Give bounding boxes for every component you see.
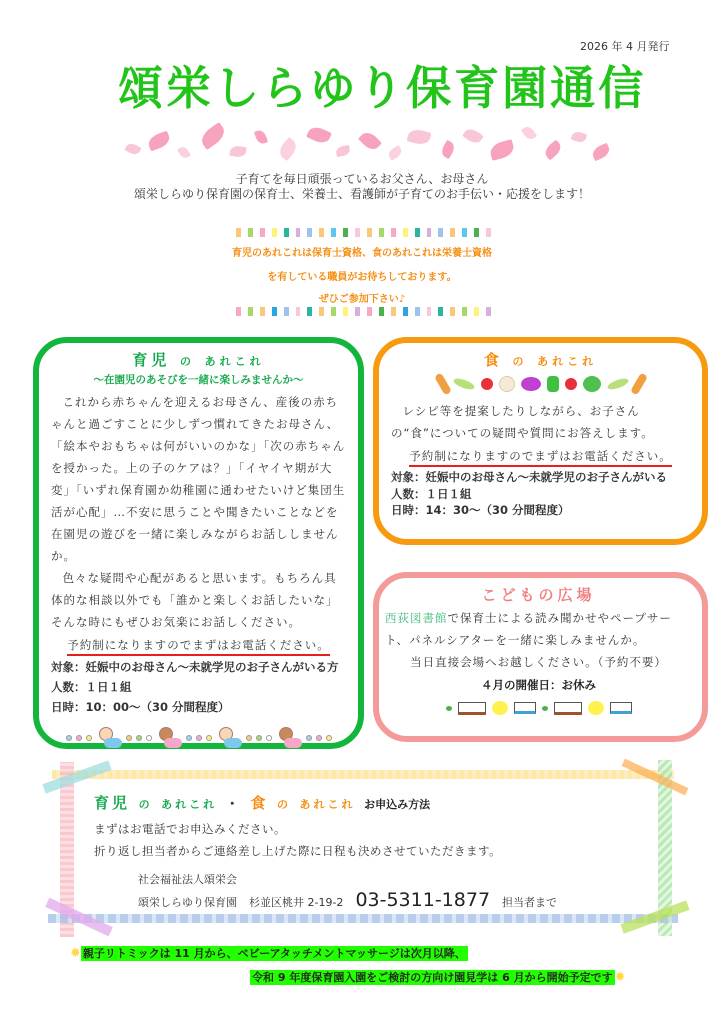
baby-icon — [156, 727, 182, 749]
bird-icon — [492, 701, 508, 715]
leaf-icon — [542, 706, 548, 711]
ikuji-paragraph-2: 色々な疑問や心配があると思います。もちろん具体的な相談以外でも「誰かと楽しくお話したいな」そんな時にもぜひお気楽にお話しください。 — [51, 571, 339, 629]
tomato-icon — [565, 378, 577, 390]
application-instructions — [94, 818, 501, 862]
hiroba-title: こどもの広場 — [481, 586, 596, 604]
baby-icon — [96, 727, 122, 749]
shoku-count: 人数：１日１組 — [391, 487, 472, 501]
hiroba-direct-note: 当日直接会場へお越しください。（予約不要） — [410, 655, 667, 669]
tomato-icon — [481, 378, 493, 390]
ikuji-target: 対象：妊娠中のお母さん～未就学児のお子さんがいる方 — [51, 660, 339, 674]
vegetables-decoration — [391, 372, 690, 396]
issue-date: 2026 年 4 月発行 — [580, 40, 670, 53]
organization-name: 社会福祉法人頌栄会 — [138, 873, 237, 886]
sparkle-icon: ✹ — [614, 970, 626, 985]
footer-line-1: 親子リトミックは 11 月から、ベビーアタッチメントマッサージは次月以降、 — [82, 947, 466, 960]
ikuji-paragraph-1: これから赤ちゃんを迎えるお母さん、産後の赤ちゃんと過ごすことに少しずつ慣れてきたお母さん、「絵本やおもちゃは何がいいのかな」「次の赤ちゃんを授かった。上の子のケアは？」「イヤイヤ期が大変」「いずれ保育園か幼稚園に通わせたいけど集団生活が心配」…不安に思うことや聞きたいことなどを在園児の遊びを一緒に楽しみながらお話ししませんか。 — [51, 395, 346, 563]
eggplant-icon — [521, 377, 541, 391]
shoku-title: 食 の あれこれ — [483, 351, 598, 369]
notice-line-2: を有している職員がお待ちしております。 — [267, 272, 457, 283]
shoku-target: 対象：妊娠中のお母さん～未就学児のお子さんがいる — [391, 470, 667, 484]
contact-info — [138, 889, 557, 911]
footer-line-2-wrap — [250, 966, 626, 985]
notice-line-3: ぜひご参加下さい♪ — [318, 294, 406, 305]
carrot-icon — [630, 372, 648, 395]
colored-squares-top — [236, 228, 491, 238]
footer-line-2: 令和 9 年度保育園入園をご検討の方向け園見学は 6 月から開始予定です — [252, 971, 613, 984]
application-line-1: まずはお電話でお申込みください。 — [94, 822, 286, 836]
shoku-section — [373, 337, 708, 545]
ikuji-section — [33, 337, 364, 749]
ikuji-title: 育児 の あれこれ — [132, 351, 265, 369]
bird-icon — [588, 701, 604, 715]
application-title: 育児 の あれこれ ・ 食 の あれこれ お申込み方法 — [94, 794, 431, 812]
sparkle-icon: ✹ — [70, 946, 81, 961]
shoku-reservation-note: 予約制になりますのでまずはお電話ください。 — [391, 448, 690, 464]
crawling-babies-decoration — [51, 727, 346, 749]
cherry-petals-decoration — [118, 120, 618, 170]
library-name: 西荻図書館 — [385, 611, 448, 625]
pepper-icon — [547, 376, 559, 392]
broccoli-icon — [583, 376, 601, 392]
intro-line-1: 子育てを毎日頑張っているお父さん、お母さん — [235, 172, 489, 186]
footer-line-1-wrap — [70, 942, 468, 961]
carrot-icon — [434, 372, 452, 395]
newsletter-title: 頌栄しらゆり保育園通信 — [118, 61, 647, 115]
hiroba-section — [373, 572, 708, 742]
shoku-paragraph: レシピ等を提案したりしながら、お子さんの“食”についての疑問や質問にお答えします。 — [391, 404, 654, 440]
hiroba-paragraph: 西荻図書館で保育士による読み聞かせやペープサート、パネルシアターを一緒に楽しみませんか。 — [385, 611, 672, 647]
application-section — [58, 775, 668, 920]
ikuji-subtitle: ～在園児のあそびを一緒に楽しみませんか～ — [93, 374, 304, 386]
pea-pod-icon — [452, 376, 475, 391]
shoku-time: 日時：14：30～（30 分間程度） — [391, 503, 570, 517]
garlic-icon — [499, 376, 515, 392]
notice-line-1: 育児のあれこれは保育士資格、食のあれこれは栄養士資格 — [232, 248, 492, 259]
leaf-icon — [446, 706, 452, 711]
ikuji-count: 人数：１日１組 — [51, 680, 132, 694]
books-leaves-decoration — [385, 701, 692, 715]
phone-number[interactable]: 03-5311-1877 — [355, 889, 491, 911]
intro-line-2: 頌栄しらゆり保育園の保育士、栄養士、看護師が子育てのお手伝い・応援をします！ — [133, 187, 590, 201]
hiroba-dates: ４月の開催日：お休み — [481, 678, 596, 692]
address: 杉並区桃井 2-19-2 — [249, 896, 344, 909]
baby-icon — [216, 727, 242, 749]
pea-pod-icon — [606, 376, 629, 391]
baby-icon — [276, 727, 302, 749]
colored-squares-bottom — [236, 307, 491, 317]
ikuji-reservation-note: 予約制になりますのでまずはお電話ください。 — [51, 637, 346, 653]
contact-person: 担当者まで — [502, 896, 558, 909]
intro-text — [0, 172, 724, 202]
ikuji-time: 日時：10：00～（30 分間程度） — [51, 700, 230, 714]
book-icon — [514, 702, 536, 714]
book-icon — [554, 702, 582, 715]
school-name: 頌栄しらゆり保育園 — [138, 896, 237, 909]
book-icon — [610, 702, 632, 714]
application-line-2: 折り返し担当者からご連絡差し上げた際に日程も決めさせていただきます。 — [94, 844, 502, 858]
book-icon — [458, 702, 486, 715]
